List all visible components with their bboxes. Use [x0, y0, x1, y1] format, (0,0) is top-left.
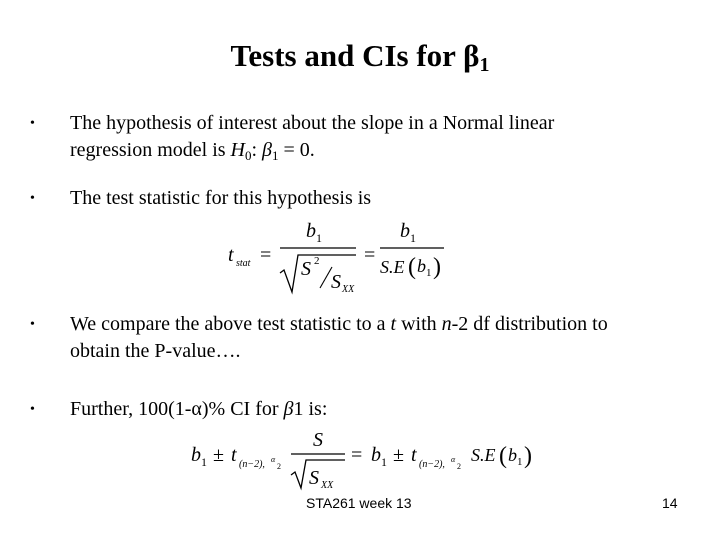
eq-b-sub: 1: [201, 455, 207, 469]
eq-s-sup: 2: [314, 255, 320, 267]
bullet-text: [70, 110, 690, 169]
eq-s: S: [313, 429, 323, 451]
math-h: H: [230, 139, 245, 161]
bullet-dot: •: [30, 402, 35, 417]
test-statistic-equation: [220, 215, 460, 297]
bullet-line: [70, 137, 690, 169]
math-t: t: [390, 313, 397, 335]
bullet-line: obtain the P-value….: [70, 340, 241, 362]
bullet-dot: •: [30, 116, 35, 131]
eq-alpha: α: [271, 455, 276, 464]
eq-b-sub: 1: [426, 267, 432, 279]
bullet-test-statistic: [30, 185, 690, 212]
paren-close: ): [433, 254, 441, 280]
eq-plus-minus: ±: [393, 444, 404, 466]
math-beta: β: [262, 139, 273, 161]
eq-two: 2: [457, 462, 461, 471]
paren-close: ): [524, 443, 532, 469]
eq-t-sub: stat: [236, 258, 251, 269]
eq-t: t: [411, 444, 417, 466]
math-n: n: [441, 313, 452, 335]
eq-b: b: [417, 256, 426, 276]
text-run: Further, 100(1-α)% CI for: [70, 398, 284, 420]
eq-sxx: S: [331, 271, 341, 293]
paren-open: (: [499, 443, 507, 469]
bullet-line: The hypothesis of interest about the slope in a Normal linear: [70, 112, 555, 134]
eq-sxx-sub: XX: [321, 480, 334, 491]
bullet-ci: [30, 396, 690, 423]
eq-b-sub: 1: [381, 455, 387, 469]
eq-equals: =: [260, 244, 272, 266]
eq-two: 2: [277, 462, 281, 471]
title-subscript: 1: [479, 54, 490, 76]
eq-sxx: S: [309, 467, 319, 489]
eq-b-sub: 1: [316, 231, 322, 245]
bullet-text: [70, 396, 690, 423]
slide-title: [0, 38, 720, 77]
confidence-interval-equation: [185, 424, 555, 492]
page-number: 14: [662, 495, 678, 511]
footer-course: STA261 week 13: [306, 495, 412, 511]
eq-s: S: [301, 258, 311, 280]
text-run: with: [396, 313, 442, 335]
bullet-dot: •: [30, 191, 35, 206]
eq-b: b: [508, 445, 517, 465]
eq-t: t: [231, 444, 237, 466]
math-sub: 0: [244, 148, 252, 163]
text-run: 1 is:: [293, 398, 328, 420]
bullet-hypothesis: [30, 110, 690, 169]
eq-se: S.E: [471, 445, 496, 465]
bullet-dot: •: [30, 317, 35, 332]
eq-b: b: [306, 220, 316, 242]
eq-t-sub: (n−2),: [239, 459, 265, 470]
eq-t: t: [228, 244, 234, 266]
text-run: = 0.: [278, 139, 315, 161]
title-text: Tests and CIs for β: [230, 38, 480, 73]
eq-b-sub: 1: [410, 231, 416, 245]
eq-t-sub: (n−2),: [419, 459, 445, 470]
eq-b: b: [371, 444, 381, 466]
eq-se: S.E: [380, 257, 405, 277]
bullet-compare: [30, 311, 690, 365]
paren-open: (: [408, 254, 416, 280]
text-run: regression model is: [70, 139, 231, 161]
text-run: -2 df distribution to: [451, 313, 608, 335]
math-beta: β: [283, 398, 294, 420]
eq-equals: =: [351, 444, 363, 466]
eq-b: b: [400, 220, 410, 242]
bullet-text: The test statistic for this hypothesis is: [70, 187, 372, 209]
eq-sxx-sub: XX: [342, 284, 355, 295]
bullet-line: [70, 311, 690, 338]
math-sub: 1: [272, 148, 279, 163]
text-run: We compare the above test statistic to a: [70, 313, 391, 335]
eq-plus-minus: ±: [213, 444, 224, 466]
eq-alpha: α: [451, 455, 456, 464]
eq-b: b: [191, 444, 201, 466]
eq-b-sub: 1: [517, 456, 523, 468]
bullet-text: [70, 311, 690, 365]
text-run: :: [251, 139, 263, 161]
eq-equals: =: [364, 244, 376, 266]
